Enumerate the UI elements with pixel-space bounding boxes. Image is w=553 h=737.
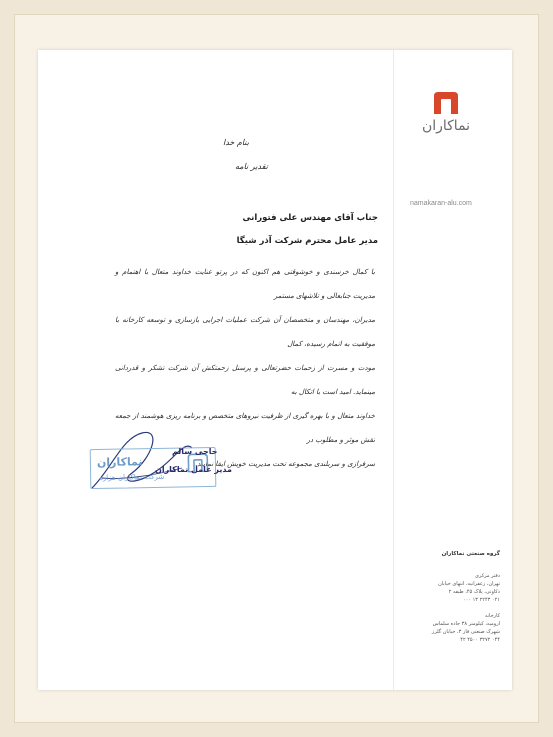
factory-label: کارخانه <box>484 613 500 619</box>
letter-page <box>38 50 512 690</box>
factory-phone: ۰۴۴ ۳۲۷۲ ۴۵۰۰ ۴۲ <box>460 637 500 643</box>
signatory-title: مدیر عامل نماکاران <box>155 465 232 474</box>
body-line: سرفرازی و سربلندی مجموعه تحت مدیریت خویش ایفا نمایید. <box>195 460 375 468</box>
office-label: دفتر مرکزی <box>475 573 500 579</box>
recipient-title: مدیر عامل محترم شرکت آذر شیگا <box>236 236 378 246</box>
company-logo-icon <box>432 90 460 114</box>
company-website: namakaran-alu.com <box>410 200 472 207</box>
factory-address-line: ارومیه، کیلومتر ۳۸ جاده سلماس <box>432 621 500 627</box>
stamp-subtitle: شرکت نماکاران هزاره <box>99 472 165 482</box>
recipient-name: جناب آقای مهندس علی فتورانی <box>242 213 378 223</box>
group-name: گروه صنعتی نماکاران <box>441 551 500 557</box>
bismillah-line: بنام خدا <box>223 138 249 147</box>
office-phone: ۰۲۱ ۲۲۴۳ ۱۳ ۰۰۰ <box>462 597 500 603</box>
company-name: نماکاران <box>421 118 471 134</box>
office-address-2: ذکاوتی، پلاک ۴۵، طبقه ۲ <box>448 589 500 595</box>
office-address: تهران، زعفرانیه، انتهای خیابان <box>438 581 500 587</box>
body-line: با کمال خرسندی و خوشوقتی هم اکنون که در پرتو عنایت خداوند متعال با اهتمام و مدیریت جنابعالی و تلاشهای مستمر <box>115 268 375 300</box>
factory-address-line-2: شهرک صنعتی فاز ۳، خیابان گلرز <box>431 629 500 635</box>
body-line: خداوند متعال و با بهره گیری از ظرفیت نیروهای متخصص و برنامه ریزی هوشمند از جمعه نقش موثر و مطلوب در <box>115 412 375 444</box>
sidebar-divider <box>393 50 394 690</box>
body-line: مدیران، مهندسان و متخصصان آن شرکت عملیات اجرایی بازسازی و توسعه کارخانه با موفقیت به اتمام رسیده، کمال <box>115 316 375 348</box>
factory-address <box>400 612 500 644</box>
letter-heading: تقدیر نامه <box>235 162 268 171</box>
head-office-address <box>400 572 500 604</box>
body-line: مودت و مسرت از زحمات حضرتعالی و پرسنل زحمتکش آن شرکت تشکر و قدردانی مینماید. امید است با اتکال به <box>115 364 375 396</box>
signatory-name: حاجی سالم <box>172 447 218 456</box>
stamp-company-name: نماکاران <box>96 455 143 469</box>
company-logo <box>414 90 478 134</box>
